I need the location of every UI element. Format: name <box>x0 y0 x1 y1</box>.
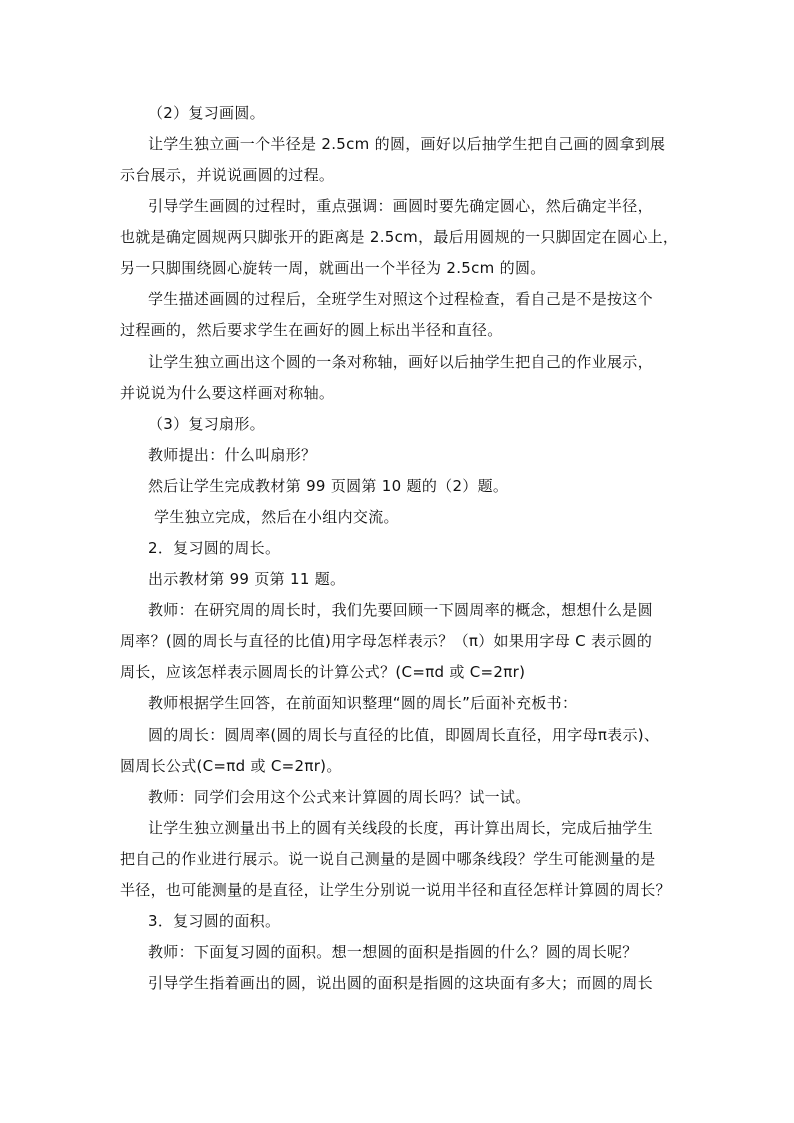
text-line: 出示教材第 99 页第 11 题。 <box>148 570 346 588</box>
text-line: 把自己的作业进行展示。说一说自己测量的是圆中哪条线段？学生可能测量的是 <box>120 850 656 868</box>
text-line: 周率？(圆的周长与直径的比值)用字母怎样表示？（π）如果用字母 C 表示圆的 <box>120 632 653 650</box>
text-line: 教师根据学生回答，在前面知识整理“圆的周长”后面补充板书： <box>148 694 578 712</box>
text-line: 教师：同学们会用这个公式来计算圆的周长吗？试一试。 <box>148 788 531 806</box>
text-line: 引导学生指着画出的圆，说出圆的面积是指圆的这块面有多大；而圆的周长 <box>148 974 653 992</box>
text-line: 然后让学生完成教材第 99 页圆第 10 题的（2）题。 <box>148 477 509 495</box>
text-line: 2．复习圆的周长。 <box>148 539 281 557</box>
text-line: 学生独立完成，然后在小组内交流。 <box>154 508 399 526</box>
text-line: 圆的周长：圆周率(圆的周长与直径的比值，即圆周长直径，用字母π表示)、 <box>148 726 660 744</box>
text-line: 圆周长公式(C=πd 或 C=2πr)。 <box>120 757 342 775</box>
text-line: （2）复习画圆。 <box>148 104 265 122</box>
text-line: 3．复习圆的面积。 <box>148 912 281 930</box>
text-line: 教师：下面复习圆的面积。想一想圆的面积是指圆的什么？圆的周长呢？ <box>148 943 638 961</box>
text-line: 引导学生画圆的过程时，重点强调：画圆时要先确定圆心，然后确定半径， <box>148 197 653 215</box>
text-line: 教师提出：什么叫扇形？ <box>148 446 317 464</box>
text-line: 也就是确定圆规两只脚张开的距离是 2.5cm，最后用圆规的一只脚固定在圆心上， <box>120 228 679 246</box>
text-line: 另一只脚围绕圆心旋转一周，就画出一个半径为 2.5cm 的圆。 <box>120 259 546 277</box>
text-line: 周长，应该怎样表示圆周长的计算公式？(C=πd 或 C=2πr) <box>120 663 526 681</box>
text-line: 示台展示，并说说画圆的过程。 <box>120 166 335 184</box>
text-line: （3）复习扇形。 <box>148 415 265 433</box>
text-line: 学生描述画圆的过程后，全班学生对照这个过程检查，看自己是不是按这个 <box>148 290 653 308</box>
text-line: 让学生独立画一个半径是 2.5cm 的圆，画好以后抽学生把自己画的圆拿到展 <box>148 135 666 153</box>
text-line: 让学生独立画出这个圆的一条对称轴，画好以后抽学生把自己的作业展示， <box>148 353 653 371</box>
text-line: 并说说为什么要这样画对称轴。 <box>120 384 335 402</box>
text-line: 教师：在研究周的周长时，我们先要回顾一下圆周率的概念，想想什么是圆 <box>148 601 653 619</box>
text-line: 半径，也可能测量的是直径，让学生分别说一说用半径和直径怎样计算圆的周长？ <box>120 881 671 899</box>
text-line: 过程画的，然后要求学生在画好的圆上标出半径和直径。 <box>120 321 503 339</box>
text-line: 让学生独立测量出书上的圆有关线段的长度，再计算出周长，完成后抽学生 <box>148 819 653 837</box>
